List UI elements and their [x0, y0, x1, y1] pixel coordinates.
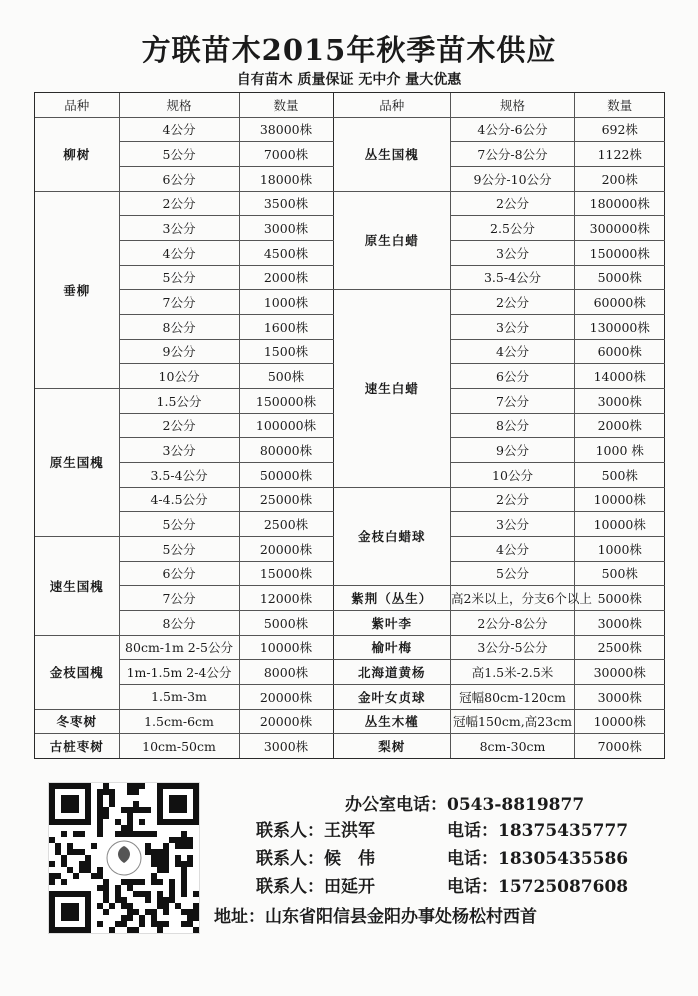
spec-cell: 3公分	[451, 314, 575, 339]
variety-cell: 垂柳	[35, 191, 119, 388]
contact-phone-3	[447, 872, 628, 897]
spec-cell: 2公分	[119, 413, 239, 438]
qty-cell: 2000株	[575, 413, 665, 438]
office-phone-number: 0543-8819877	[447, 795, 585, 815]
contact-label: 联系人：	[256, 877, 324, 897]
supply-table-left	[35, 93, 334, 758]
table-row	[334, 734, 665, 758]
table-row	[35, 536, 333, 561]
table-row	[334, 709, 665, 734]
table-row	[334, 586, 665, 611]
office-phone-line	[345, 790, 584, 815]
qty-cell: 500株	[575, 561, 665, 586]
contact-line-1	[256, 816, 375, 841]
spec-cell: 3.5-4公分	[451, 265, 575, 290]
variety-cell: 原生白蜡	[334, 191, 451, 290]
qty-cell: 6000株	[575, 339, 665, 364]
contact-phone-1	[447, 816, 628, 841]
table-row	[35, 635, 333, 660]
qty-cell: 150000株	[575, 240, 665, 265]
spec-cell: 3公分	[119, 216, 239, 241]
qty-cell: 18000株	[239, 166, 333, 191]
spec-cell: 10cm-50cm	[119, 734, 239, 758]
spec-cell: 1.5cm-6cm	[119, 709, 239, 734]
variety-cell: 金叶女贞球	[334, 684, 451, 709]
contact-name: 田延开	[324, 877, 375, 897]
spec-cell: 3公分	[451, 512, 575, 537]
qty-cell: 2000株	[239, 265, 333, 290]
qty-cell: 8000株	[239, 660, 333, 685]
table-row	[35, 117, 333, 142]
qty-cell: 20000株	[239, 684, 333, 709]
page-subtitle: 自有苗木 质量保证 无中介 量大优惠	[236, 72, 462, 88]
spec-cell: 10公分	[119, 364, 239, 389]
contact-name: 候 伟	[324, 849, 375, 869]
spec-cell: 8公分	[451, 413, 575, 438]
qty-cell: 15000株	[239, 561, 333, 586]
qty-cell: 25000株	[239, 487, 333, 512]
contact-phone-2	[447, 844, 628, 869]
qty-cell: 60000株	[575, 290, 665, 315]
qty-cell: 3000株	[575, 388, 665, 413]
variety-cell: 榆叶梅	[334, 635, 451, 660]
column-header-qty: 数量	[575, 93, 665, 117]
qty-cell: 500株	[575, 462, 665, 487]
spec-cell: 4公分-6公分	[451, 117, 575, 142]
spec-cell: 高1.5米-2.5米	[451, 660, 575, 685]
qty-cell: 3000株	[239, 734, 333, 758]
spec-cell: 5公分	[451, 561, 575, 586]
variety-cell: 古桩枣树	[35, 734, 119, 758]
contact-label: 联系人：	[256, 849, 324, 869]
phone-label: 电话：	[447, 877, 498, 897]
qty-cell: 1000株	[575, 536, 665, 561]
spec-cell: 9公分	[119, 339, 239, 364]
variety-cell: 金枝白蜡球	[334, 487, 451, 586]
spec-cell: 冠幅80cm-120cm	[451, 684, 575, 709]
spec-cell: 2公分	[451, 290, 575, 315]
spec-cell: 1.5m-3m	[119, 684, 239, 709]
qty-cell: 300000株	[575, 216, 665, 241]
column-header-variety: 品种	[334, 93, 451, 117]
variety-cell: 速生国槐	[35, 536, 119, 635]
qty-cell: 3000株	[575, 684, 665, 709]
qty-cell: 20000株	[239, 709, 333, 734]
qty-cell: 180000株	[575, 191, 665, 216]
address-label: 地址：	[214, 907, 265, 927]
qty-cell: 130000株	[575, 314, 665, 339]
spec-cell: 5公分	[119, 265, 239, 290]
variety-cell: 紫叶李	[334, 610, 451, 635]
qty-cell: 1600株	[239, 314, 333, 339]
spec-cell: 9公分	[451, 438, 575, 463]
qty-cell: 5000株	[239, 610, 333, 635]
spec-cell: 冠幅150cm,高23cm	[451, 709, 575, 734]
table-row	[334, 684, 665, 709]
table-row	[334, 191, 665, 216]
qty-cell: 14000株	[575, 364, 665, 389]
spec-cell: 8公分	[119, 610, 239, 635]
spec-cell: 7公分	[119, 290, 239, 315]
spec-cell: 6公分	[451, 364, 575, 389]
qty-cell: 1000 株	[575, 438, 665, 463]
spec-cell: 6公分	[119, 561, 239, 586]
variety-cell: 丛生国槐	[334, 117, 451, 191]
qty-cell: 12000株	[239, 586, 333, 611]
supply-tables	[34, 92, 665, 759]
contact-label: 联系人：	[256, 821, 324, 841]
table-row	[35, 191, 333, 216]
variety-cell: 北海道黄杨	[334, 660, 451, 685]
spec-cell: 80cm-1m 2-5公分	[119, 635, 239, 660]
qty-cell: 3500株	[239, 191, 333, 216]
table-row	[334, 660, 665, 685]
column-header-qty: 数量	[239, 93, 333, 117]
contact-name: 王洪军	[324, 821, 375, 841]
qty-cell: 7000株	[239, 142, 333, 167]
qty-cell: 7000株	[575, 734, 665, 758]
table-row	[334, 635, 665, 660]
spec-cell: 6公分	[119, 166, 239, 191]
qty-cell: 10000株	[239, 635, 333, 660]
qty-cell: 500株	[239, 364, 333, 389]
qty-cell: 50000株	[239, 462, 333, 487]
spec-cell: 2公分-8公分	[451, 610, 575, 635]
qr-code	[48, 782, 200, 934]
qty-cell: 10000株	[575, 512, 665, 537]
supply-table-right	[334, 93, 665, 758]
spec-cell: 3.5-4公分	[119, 462, 239, 487]
spec-cell: 4公分	[451, 536, 575, 561]
spec-cell: 4公分	[119, 240, 239, 265]
contact-line-2	[256, 844, 375, 869]
table-row	[35, 709, 333, 734]
column-header-spec: 规格	[119, 93, 239, 117]
table-row	[35, 734, 333, 758]
spec-cell: 2公分	[451, 487, 575, 512]
qty-cell: 692株	[575, 117, 665, 142]
spec-cell: 4公分	[451, 339, 575, 364]
qty-cell: 5000株	[575, 265, 665, 290]
qty-cell: 1122株	[575, 142, 665, 167]
spec-cell: 1m-1.5m 2-4公分	[119, 660, 239, 685]
spec-cell: 高2米以上，分支6个以上	[451, 586, 575, 611]
qty-cell: 1500株	[239, 339, 333, 364]
page-title: 方联苗木2015年秋季苗木供应	[141, 33, 557, 67]
phone-label: 电话：	[447, 849, 498, 869]
table-row	[334, 117, 665, 142]
table-row	[35, 388, 333, 413]
spec-cell: 4公分	[119, 117, 239, 142]
variety-cell: 速生白蜡	[334, 290, 451, 487]
spec-cell: 4-4.5公分	[119, 487, 239, 512]
qty-cell: 150000株	[239, 388, 333, 413]
address-text: 山东省阳信县金阳办事处杨松村西首	[265, 907, 537, 927]
qty-cell: 80000株	[239, 438, 333, 463]
spec-cell: 5公分	[119, 512, 239, 537]
address-line	[214, 902, 537, 927]
variety-cell: 丛生木槿	[334, 709, 451, 734]
qty-cell: 20000株	[239, 536, 333, 561]
qty-cell: 100000株	[239, 413, 333, 438]
qty-cell: 2500株	[239, 512, 333, 537]
spec-cell: 3公分	[451, 240, 575, 265]
variety-cell: 紫荆（丛生）	[334, 586, 451, 611]
spec-cell: 3公分	[119, 438, 239, 463]
qty-cell: 10000株	[575, 709, 665, 734]
qty-cell: 200株	[575, 166, 665, 191]
spec-cell: 5公分	[119, 536, 239, 561]
qty-cell: 3000株	[239, 216, 333, 241]
spec-cell: 9公分-10公分	[451, 166, 575, 191]
variety-cell: 冬枣树	[35, 709, 119, 734]
spec-cell: 1.5公分	[119, 388, 239, 413]
spec-cell: 8公分	[119, 314, 239, 339]
spec-cell: 8cm-30cm	[451, 734, 575, 758]
spec-cell: 7公分-8公分	[451, 142, 575, 167]
spec-cell: 2.5公分	[451, 216, 575, 241]
table-row	[334, 290, 665, 315]
phone-number: 18375435777	[498, 821, 629, 841]
spec-cell: 5公分	[119, 142, 239, 167]
spec-cell: 10公分	[451, 462, 575, 487]
variety-cell: 柳树	[35, 117, 119, 191]
office-phone-label: 办公室电话：	[345, 795, 447, 815]
column-header-variety: 品种	[35, 93, 119, 117]
variety-cell: 金枝国槐	[35, 635, 119, 709]
table-row	[334, 487, 665, 512]
spec-cell: 3公分-5公分	[451, 635, 575, 660]
qty-cell: 2500株	[575, 635, 665, 660]
spec-cell: 7公分	[451, 388, 575, 413]
spec-cell: 7公分	[119, 586, 239, 611]
phone-label: 电话：	[447, 821, 498, 841]
phone-number: 15725087608	[498, 877, 629, 897]
phone-number: 18305435586	[498, 849, 629, 869]
table-row	[334, 610, 665, 635]
qty-cell: 10000株	[575, 487, 665, 512]
qty-cell: 4500株	[239, 240, 333, 265]
qty-cell: 5000株	[575, 586, 665, 611]
variety-cell: 原生国槐	[35, 388, 119, 536]
qty-cell: 1000株	[239, 290, 333, 315]
qty-cell: 30000株	[575, 660, 665, 685]
qty-cell: 38000株	[239, 117, 333, 142]
spec-cell: 2公分	[451, 191, 575, 216]
column-header-spec: 规格	[451, 93, 575, 117]
qr-code-image	[49, 783, 199, 933]
qty-cell: 3000株	[575, 610, 665, 635]
contact-line-3	[256, 872, 375, 897]
spec-cell: 2公分	[119, 191, 239, 216]
variety-cell: 梨树	[334, 734, 451, 758]
